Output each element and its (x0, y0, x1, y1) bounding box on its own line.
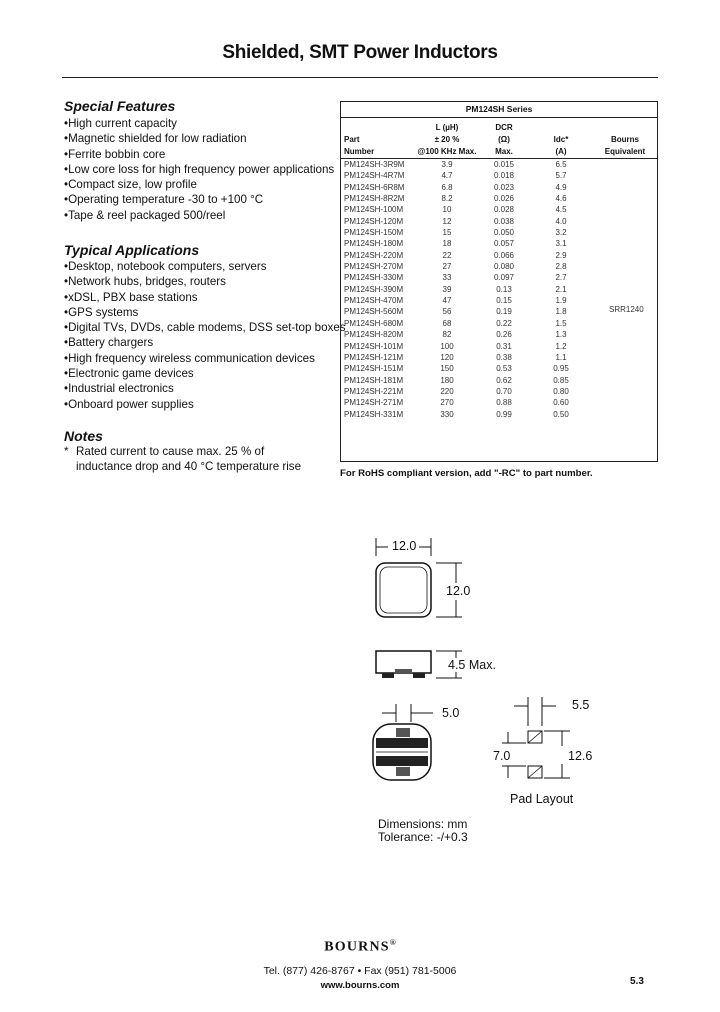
list-item: • GPS systems (64, 305, 346, 320)
cell-part: PM124SH-101M (344, 341, 404, 351)
cell-inductance: 15 (442, 228, 452, 238)
cell-inductance: 10 (442, 205, 452, 215)
cell-dcr: 0.26 (496, 330, 512, 340)
cell-part: PM124SH-121M (344, 352, 404, 362)
cell-dcr: 0.19 (496, 307, 512, 317)
dim-pad-span: 12.6 (568, 749, 593, 763)
list-item: • Operating temperature -30 to +100 °C (64, 192, 334, 207)
cell-inductance: 12 (442, 216, 452, 226)
list-item: • High current capacity (64, 116, 334, 131)
cell-idc: 0.60 (553, 398, 569, 408)
cell-inductance: 27 (442, 262, 452, 272)
pad-layout-label: Pad Layout (510, 792, 574, 806)
cell-idc: 2.8 (555, 262, 567, 272)
cell-dcr: 0.31 (496, 341, 512, 351)
cell-part: PM124SH-6R8M (344, 182, 405, 192)
header-dcr-line1: DCR (495, 123, 513, 132)
cell-part: PM124SH-120M (344, 216, 404, 226)
cell-inductance: 330 (440, 409, 454, 419)
cell-part: PM124SH-100M (344, 205, 404, 215)
cell-inductance: 4.7 (441, 171, 453, 181)
cell-part: PM124SH-331M (344, 409, 404, 419)
cell-inductance: 150 (440, 364, 454, 374)
cell-inductance: 8.2 (441, 194, 453, 204)
contact-info: Tel. (877) 426-8767 • Fax (951) 781-5006 (263, 965, 457, 977)
cell-dcr: 0.057 (493, 239, 515, 249)
cell-idc: 1.5 (555, 318, 567, 328)
cell-part: PM124SH-390M (344, 284, 404, 294)
cell-dcr: 0.066 (493, 250, 515, 260)
dim-top-width: 12.0 (392, 539, 417, 553)
header-part-line1: Part (344, 135, 360, 144)
list-item: • Industrial electronics (64, 381, 346, 396)
note-line-2: inductance drop and 40 °C temperature rise (76, 460, 302, 474)
list-item: • xDSL, PBX base stations (64, 290, 346, 305)
cell-inductance: 220 (440, 386, 454, 396)
cell-dcr: 0.13 (496, 284, 512, 294)
cell-inductance: 56 (442, 307, 452, 317)
cell-dcr: 0.88 (496, 398, 512, 408)
cell-part: PM124SH-470M (344, 296, 404, 306)
list-item: • Low core loss for high frequency power applications (64, 162, 334, 177)
cell-inductance: 47 (442, 296, 452, 306)
cell-part: PM124SH-270M (344, 262, 404, 272)
cell-idc: 3.2 (555, 228, 567, 238)
list-item: • Magnetic shielded for low radiation (64, 131, 334, 146)
cell-idc: 1.2 (555, 341, 567, 351)
header-dcr-line3: Max. (495, 147, 513, 156)
header-l-line3: @100 KHz Max. (417, 147, 477, 156)
header-l-line2: ± 20 % (434, 135, 460, 144)
cell-inductance: 3.9 (441, 160, 453, 169)
cell-inductance: 68 (442, 318, 452, 328)
cell-idc: 2.1 (555, 284, 567, 294)
cell-part: PM124SH-330M (344, 273, 404, 283)
cell-idc: 4.6 (555, 194, 567, 204)
cell-idc: 1.8 (555, 307, 567, 317)
list-item: • Onboard power supplies (64, 397, 346, 412)
tolerance: Tolerance: -/+0.3 (378, 830, 468, 844)
website-link[interactable]: www.bourns.com (320, 980, 400, 991)
cell-dcr: 0.050 (493, 228, 515, 238)
cell-dcr: 0.70 (496, 386, 512, 396)
cell-part: PM124SH-180M (344, 239, 404, 249)
note-marker: * (64, 445, 69, 458)
cell-idc: 1.3 (555, 330, 567, 340)
bourns-logo (0, 938, 720, 956)
cell-inductance: 120 (440, 352, 454, 362)
cell-idc: 2.7 (555, 273, 567, 283)
note-line-1: Rated current to cause max. 25 % of (76, 445, 265, 458)
dim-top-height: 12.0 (446, 584, 471, 598)
dim-side-height: 4.5 Max. (448, 658, 496, 672)
header-bourns-line1: Bourns (611, 135, 639, 144)
cell-dcr: 0.023 (493, 182, 515, 192)
features-heading: Special Features (64, 98, 176, 114)
cell-part: PM124SH-181M (344, 375, 404, 385)
cell-idc: 4.9 (555, 182, 567, 192)
cell-part: PM124SH-221M (344, 386, 404, 396)
notes-heading: Notes (64, 428, 103, 444)
cell-part: PM124SH-220M (344, 250, 404, 260)
cell-part: PM124SH-560M (344, 307, 404, 317)
dim-pad-width: 5.5 (572, 698, 590, 712)
list-item: • Network hubs, bridges, routers (64, 274, 346, 289)
dimensions-unit: Dimensions: mm (378, 817, 468, 831)
list-item: • Electronic game devices (64, 366, 346, 381)
cell-part: PM124SH-8R2M (344, 194, 405, 204)
cell-dcr: 0.028 (493, 205, 515, 215)
list-item: • Battery chargers (64, 335, 346, 350)
dimensions-caption (378, 818, 468, 844)
cell-inductance: 100 (440, 341, 454, 351)
top-view-body (376, 563, 431, 617)
cell-part: PM124SH-271M (344, 398, 404, 408)
cell-dcr: 0.99 (496, 409, 512, 419)
cell-inductance: 33 (442, 273, 452, 283)
page-number: 5.3 (630, 976, 644, 987)
cell-dcr: 0.22 (496, 318, 512, 328)
cell-part: PM124SH-4R7M (344, 171, 405, 181)
cell-inductance: 270 (440, 398, 454, 408)
cell-dcr: 0.38 (496, 352, 512, 362)
cell-dcr: 0.026 (493, 194, 515, 204)
list-item: • High frequency wireless communication devices (64, 351, 346, 366)
header-bourns-line2: Equivalent (604, 147, 646, 156)
cell-inductance: 18 (442, 239, 452, 249)
cell-idc: 1.1 (555, 352, 567, 362)
page-title: Shielded, SMT Power Inductors (222, 42, 498, 63)
header-dcr-line2: (Ω) (498, 135, 510, 144)
cell-inductance: 180 (440, 375, 454, 385)
cell-idc: 6.5 (555, 160, 567, 169)
cell-idc: 0.95 (553, 364, 569, 374)
cell-dcr: 0.15 (496, 296, 512, 306)
cell-idc: 3.1 (555, 239, 567, 249)
list-item: • Tape & reel packaged 500/reel (64, 208, 334, 223)
rohs-note: For RoHS compliant version, add "-RC" to part number. (340, 468, 593, 479)
cell-idc: 5.7 (555, 171, 567, 181)
cell-idc: 4.0 (555, 216, 567, 226)
list-item: • Compact size, low profile (64, 177, 334, 192)
header-part-line2: Number (344, 147, 375, 156)
cell-inductance: 6.8 (441, 182, 453, 192)
cell-idc: 1.9 (555, 296, 567, 306)
header-idc-line1: Idc* (553, 135, 569, 144)
cell-dcr: 0.018 (493, 171, 515, 181)
cell-part: PM124SH-3R9M (344, 160, 405, 169)
cell-idc: 2.9 (555, 250, 567, 260)
list-item: • Ferrite bobbin core (64, 147, 334, 162)
cell-part: PM124SH-151M (344, 364, 404, 374)
cell-inductance: 39 (442, 284, 452, 294)
list-item: • Digital TVs, DVDs, cable modems, DSS set-top boxes (64, 320, 346, 335)
list-item: • Desktop, notebook computers, servers (64, 259, 346, 274)
bourns-equivalent: SRR1240 (609, 305, 644, 314)
dim-pad-gap: 7.0 (493, 749, 511, 763)
cell-part: PM124SH-820M (344, 330, 404, 340)
cell-part: PM124SH-680M (344, 318, 404, 328)
cell-inductance: 82 (442, 330, 452, 340)
dim-bottom: 5.0 (442, 706, 460, 720)
table-series-title: PM124SH Series (341, 102, 657, 118)
logo-registered-mark: ® (389, 938, 396, 947)
header-l-line1: L (µH) (435, 123, 459, 132)
cell-part: PM124SH-150M (344, 228, 404, 238)
cell-idc: 4.5 (555, 205, 567, 215)
cell-idc: 0.50 (553, 409, 569, 419)
cell-idc: 0.85 (553, 375, 569, 385)
header-idc-line2: (A) (555, 147, 567, 156)
cell-dcr: 0.53 (496, 364, 512, 374)
cell-dcr: 0.038 (493, 216, 515, 226)
cell-dcr: 0.015 (493, 160, 515, 169)
cell-dcr: 0.62 (496, 375, 512, 385)
cell-dcr: 0.080 (493, 262, 515, 272)
cell-dcr: 0.097 (493, 273, 515, 283)
cell-inductance: 22 (442, 250, 452, 260)
applications-heading: Typical Applications (64, 242, 200, 258)
cell-idc: 0.80 (553, 386, 569, 396)
logo-text: BOURNS (324, 939, 390, 955)
